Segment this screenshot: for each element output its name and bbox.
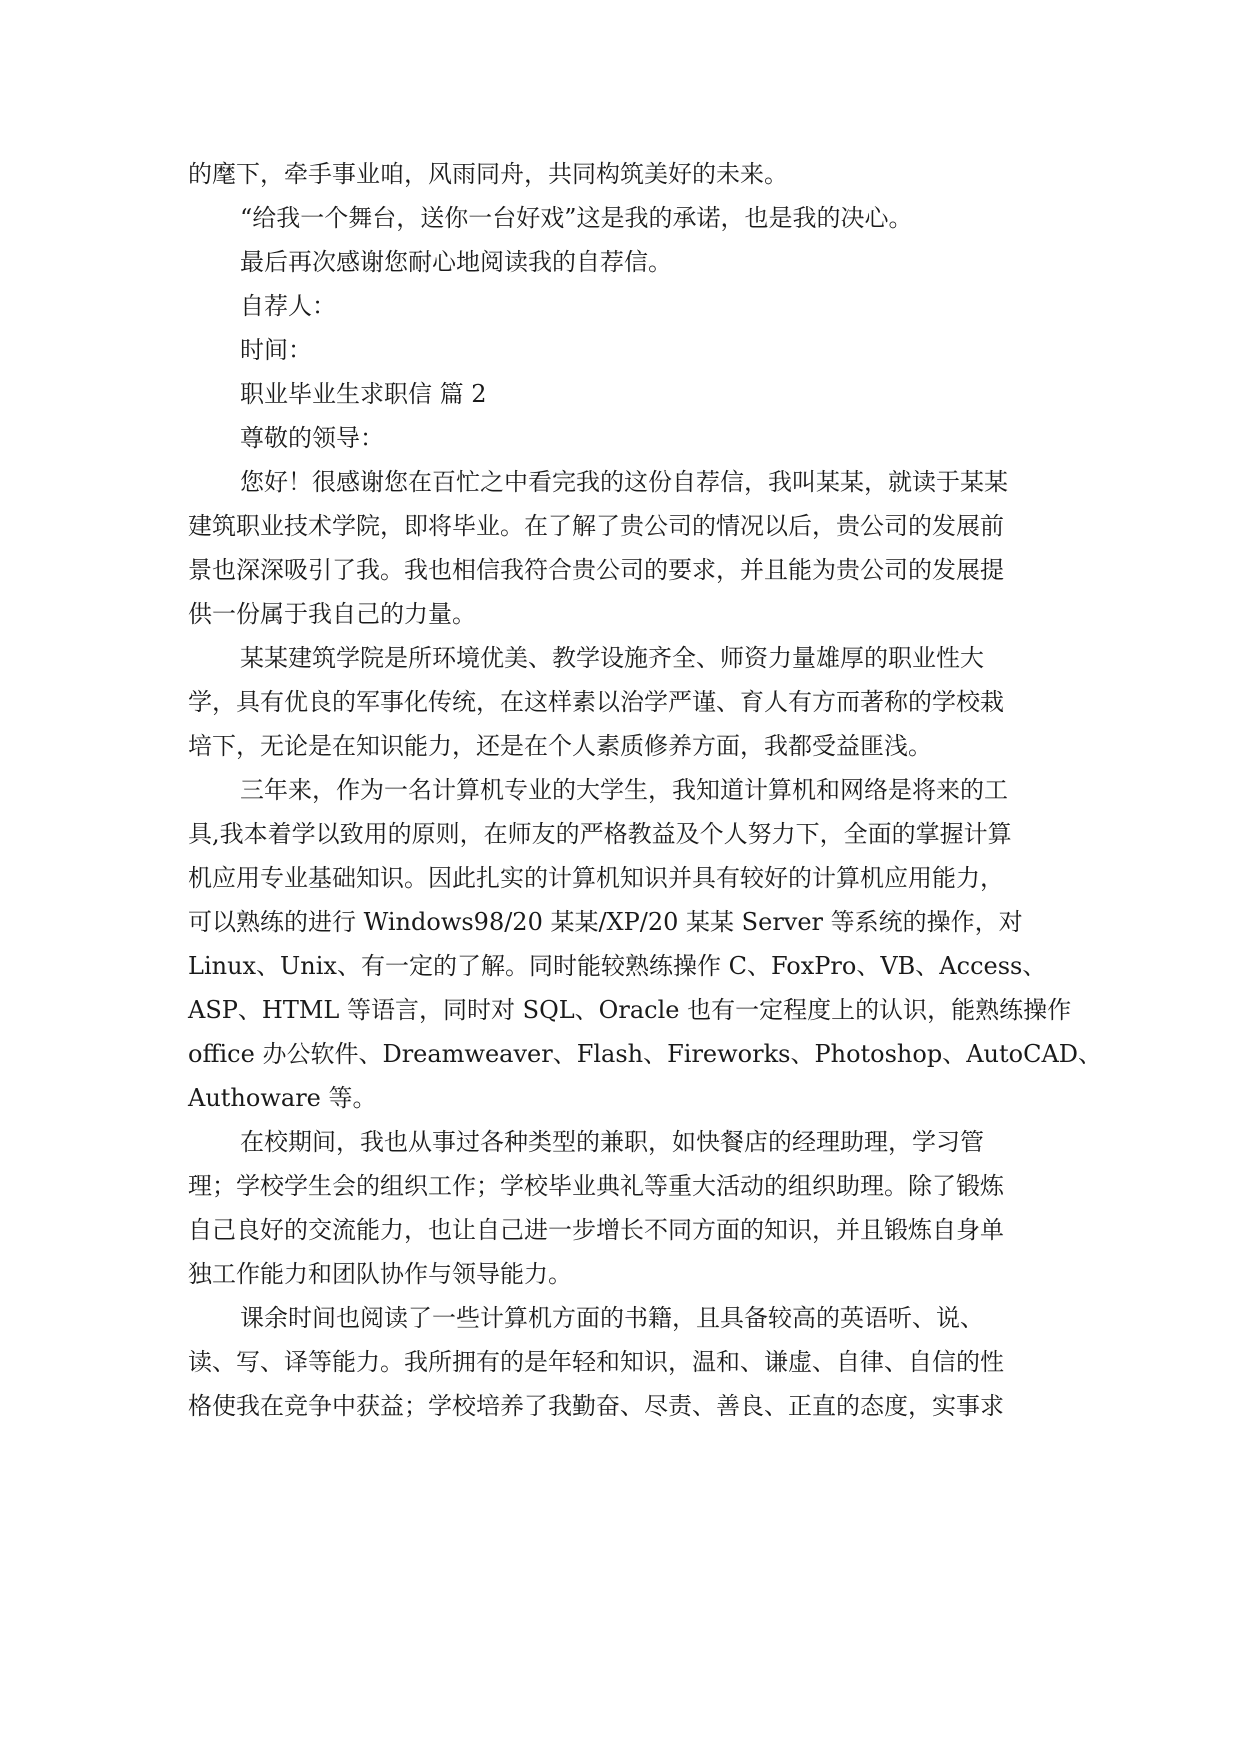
body-line: 三年来，作为一名计算机专业的大学生，我知道计算机和网络是将来的工 <box>240 776 1008 804</box>
body-line: 供一份属于我自己的力量。 <box>188 600 476 628</box>
body-line: 您好！很感谢您在百忙之中看完我的这份自荐信，我叫某某，就读于某某 <box>240 468 1008 496</box>
body-line: 课余时间也阅读了一些计算机方面的书籍，且具备较高的英语听、说、 <box>240 1304 984 1332</box>
body-line: 建筑职业技术学院，即将毕业。在了解了贵公司的情况以后，贵公司的发展前 <box>188 512 1004 540</box>
section-title: 职业毕业生求职信 篇 2 <box>240 380 487 408</box>
body-line: 某某建筑学院是所环境优美、教学设施齐全、师资力量雄厚的职业性大 <box>240 644 984 672</box>
body-line: Authoware 等。 <box>188 1084 377 1112</box>
body-line: 在校期间，我也从事过各种类型的兼职，如快餐店的经理助理，学习管 <box>240 1128 984 1156</box>
salutation: 尊敬的领导： <box>240 424 384 452</box>
body-line: 具,我本着学以致用的原则，在师友的严格教益及个人努力下，全面的掌握计算 <box>188 820 1012 848</box>
body-line: Linux、Unix、有一定的了解。同时能较熟练操作 C、FoxPro、VB、Access、 <box>188 952 1047 980</box>
body-line: 的麾下，牵手事业咱，风雨同舟，共同构筑美好的未来。 <box>188 160 788 188</box>
body-line: 机应用专业基础知识。因此扎实的计算机知识并具有较好的计算机应用能力， <box>188 864 1004 892</box>
date-label: 时间： <box>240 336 312 364</box>
body-line: 读、写、译等能力。我所拥有的是年轻和知识，温和、谦虚、自律、自信的性 <box>188 1348 1004 1376</box>
body-line: 格使我在竞争中获益；学校培养了我勤奋、尽责、善良、正直的态度，实事求 <box>188 1392 1004 1420</box>
body-line: ASP、HTML 等语言，同时对 SQL、Oracle 也有一定程度上的认识，能熟练操作 <box>188 996 1072 1024</box>
signature-label: 自荐人： <box>240 292 336 320</box>
body-line: 景也深深吸引了我。我也相信我符合贵公司的要求，并且能为贵公司的发展提 <box>188 556 1004 584</box>
body-line: “给我一个舞台，送你一台好戏”这是我的承诺，也是我的决心。 <box>240 204 913 232</box>
body-line: 学，具有优良的军事化传统，在这样素以治学严谨、育人有方而著称的学校栽 <box>188 688 1004 716</box>
body-line: 培下，无论是在知识能力，还是在个人素质修养方面，我都受益匪浅。 <box>188 732 932 760</box>
body-line: 最后再次感谢您耐心地阅读我的自荐信。 <box>240 248 672 276</box>
body-line: 独工作能力和团队协作与领导能力。 <box>188 1260 572 1288</box>
body-line: 可以熟练的进行 Windows98/20 某某/XP/20 某某 Server 等系统的操作，对 <box>188 908 1023 936</box>
body-line: 理；学校学生会的组织工作；学校毕业典礼等重大活动的组织助理。除了锻炼 <box>188 1172 1004 1200</box>
body-line: 自己良好的交流能力，也让自己进一步增长不同方面的知识，并且锻炼自身单 <box>188 1216 1004 1244</box>
body-line: office 办公软件、Dreamweaver、Flash、Fireworks、Photoshop、AutoCAD、 <box>188 1040 1103 1068</box>
